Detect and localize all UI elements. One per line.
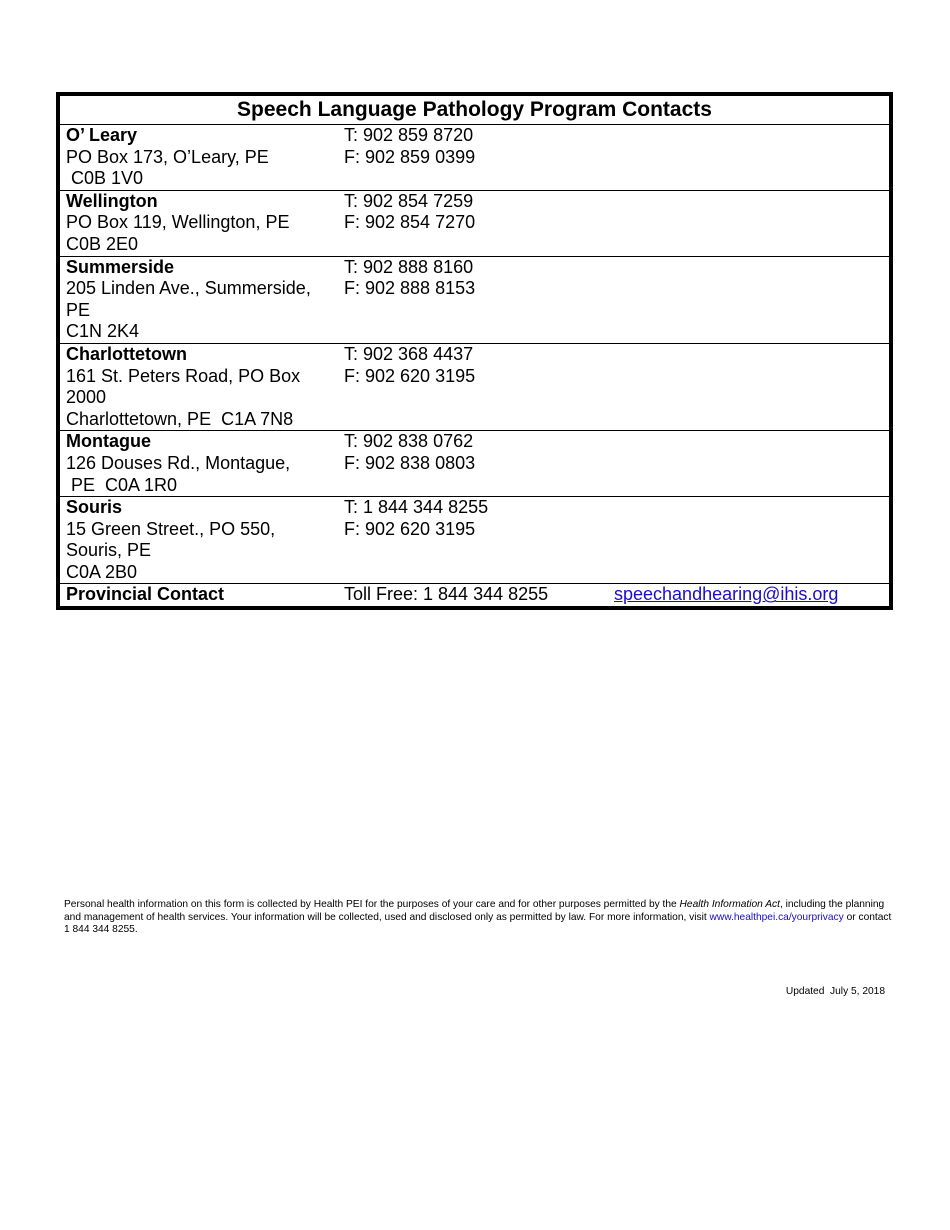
location-row-summerside — [60, 257, 889, 344]
address-line: Souris, PE — [66, 540, 152, 561]
table-title: Speech Language Pathology Program Contacts — [60, 96, 889, 125]
location-name: O’ Leary — [66, 125, 138, 145]
address-line: Charlottetown, PE C1A 7N8 — [66, 408, 294, 429]
phone-number: T: 902 368 4437 — [344, 343, 474, 364]
address-line: 126 Douses Rd., Montague, — [66, 452, 291, 473]
address-line: 15 Green Street., PO 550, — [66, 518, 276, 539]
fax-number: F: 902 620 3195 — [344, 518, 476, 539]
privacy-text: , including the planning and management of health services. Your information will be collected, used and disclosed only as permitted by law. For more information, visit — [64, 899, 885, 923]
address-line: 161 St. Peters Road, PO Box — [66, 365, 301, 386]
phone-number: T: 902 859 8720 — [344, 125, 474, 145]
phone-number: T: 902 854 7259 — [344, 190, 474, 211]
provincial-contact-row — [60, 584, 889, 606]
contacts-table — [56, 92, 893, 610]
phone-number: T: 902 888 8160 — [344, 256, 474, 277]
address-line: 2000 — [66, 387, 107, 408]
location-name: Charlottetown — [66, 343, 187, 364]
fax-number: F: 902 854 7270 — [344, 212, 476, 233]
fax-number: F: 902 888 8153 — [344, 278, 476, 299]
address-line: C0A 2B0 — [66, 561, 138, 582]
address-line: PE — [66, 299, 91, 320]
address-line: PO Box 173, O’Leary, PE — [66, 146, 269, 167]
address-line: C0B 2E0 — [66, 233, 139, 254]
location-row-charlottetown — [60, 344, 889, 431]
privacy-text: Personal health information on this form is collected by Health PEI for the purposes of your care and for other purposes permitted by the — [64, 899, 680, 910]
fax-number: F: 902 838 0803 — [344, 452, 476, 473]
location-row-wellington — [60, 191, 889, 257]
fax-number: F: 902 859 0399 — [344, 146, 476, 167]
location-row-montague — [60, 431, 889, 497]
location-name: Souris — [66, 497, 123, 518]
privacy-link[interactable]: www.healthpei.ca/yourprivacy — [709, 911, 844, 923]
fax-number: F: 902 620 3195 — [344, 365, 476, 386]
location-row-souris — [60, 497, 889, 584]
location-name: Summerside — [66, 256, 175, 277]
phone-number: T: 902 838 0762 — [344, 431, 474, 452]
address-line: PO Box 119, Wellington, PE — [66, 212, 290, 233]
address-line: C0B 1V0 — [66, 168, 144, 189]
privacy-notice — [64, 899, 894, 937]
address-line: C1N 2K4 — [66, 321, 140, 342]
phone-number: T: 1 844 344 8255 — [344, 497, 489, 518]
address-line: 205 Linden Ave., Summerside, — [66, 278, 311, 299]
act-name: Health Information Act — [679, 899, 780, 910]
toll-free-number: Toll Free: 1 844 344 8255 — [344, 584, 549, 605]
provincial-contact-label: Provincial Contact — [66, 584, 225, 605]
location-row-oleary — [60, 125, 889, 191]
privacy-text: or contact 1 844 344 8255. — [64, 911, 892, 935]
email-link[interactable]: speechandhearing@ihis.org — [614, 584, 839, 605]
location-name: Montague — [66, 431, 151, 452]
address-line: PE C0A 1R0 — [66, 474, 178, 495]
updated-date: Updated July 5, 2018 — [785, 986, 885, 997]
location-name: Wellington — [66, 190, 158, 211]
